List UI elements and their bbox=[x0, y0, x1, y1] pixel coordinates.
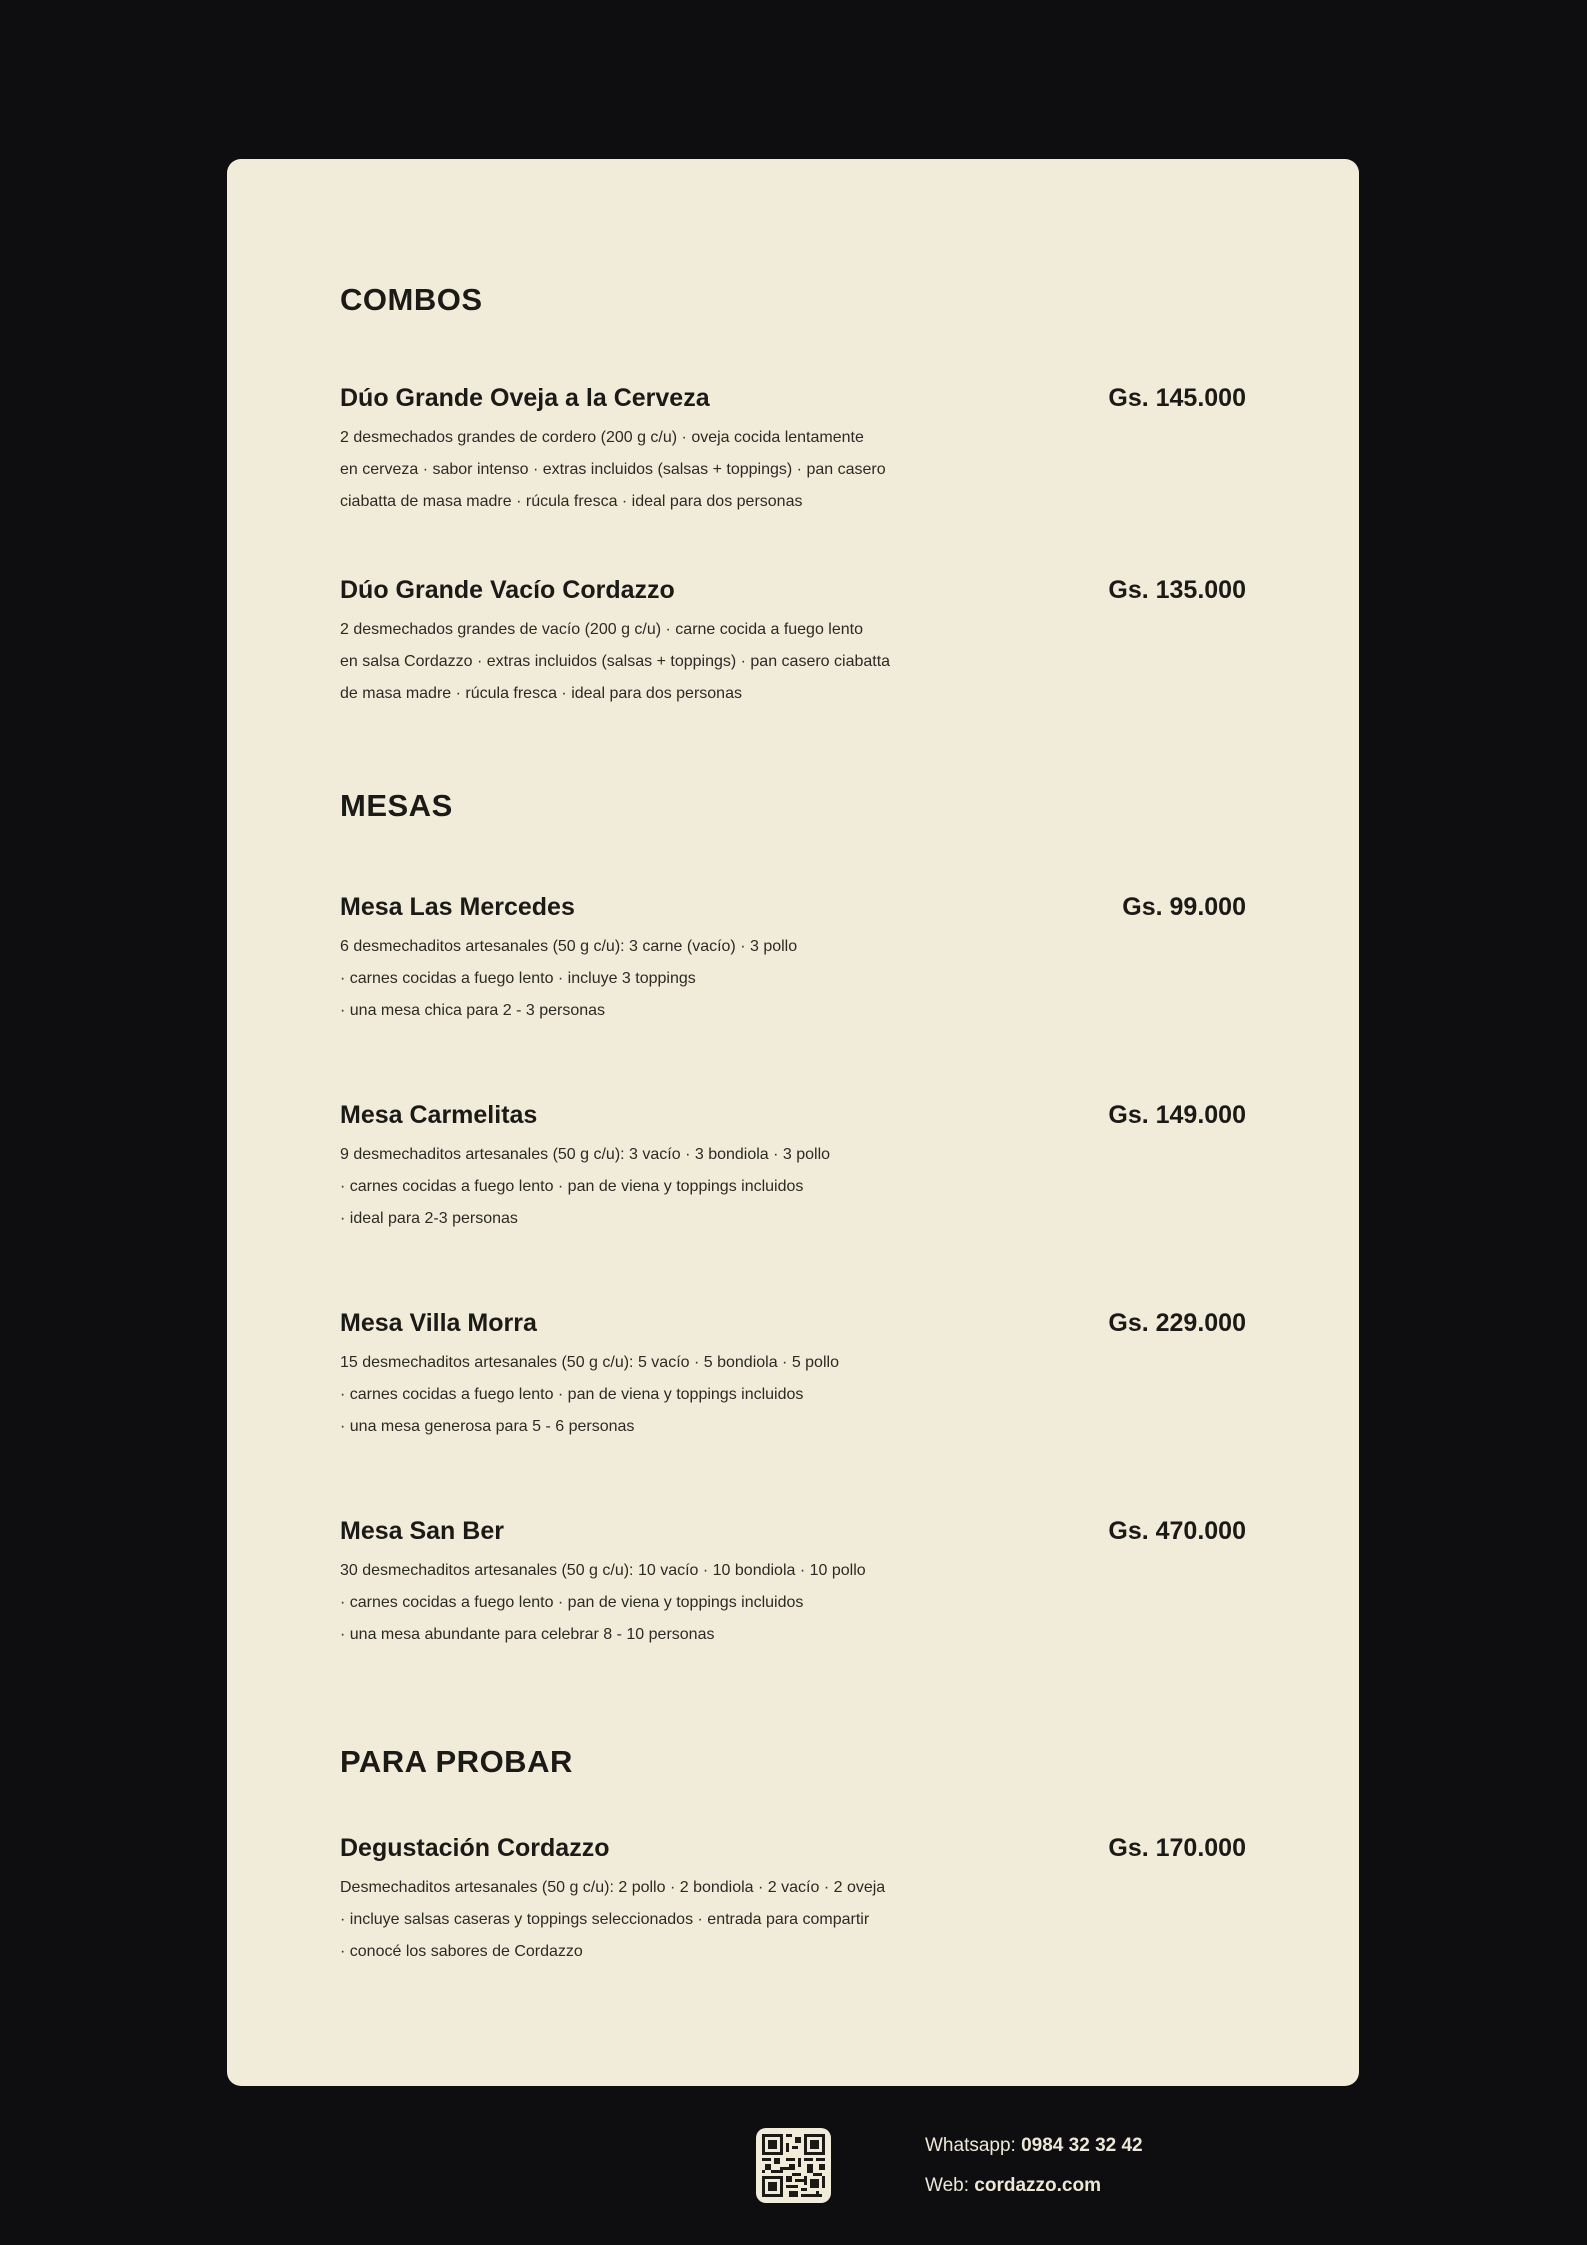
desc-line: · conocé los sabores de Cordazzo bbox=[340, 1943, 583, 1960]
desc-line: 9 desmechaditos artesanales (50 g c/u): 3 vacío · 3 bondiola · 3 pollo bbox=[340, 1146, 831, 1163]
desc-line: · incluye salsas caseras y toppings seleccionados · entrada para compartir bbox=[340, 1911, 870, 1928]
item-name: Dúo Grande Vacío Cordazzo bbox=[340, 575, 675, 604]
item-name: Mesa San Ber bbox=[340, 1516, 504, 1545]
item-description bbox=[340, 614, 1246, 710]
desc-line: · carnes cocidas a fuego lento · incluye 3 toppings bbox=[340, 970, 696, 987]
desc-line: 2 desmechados grandes de vacío (200 g c/u) · carne cocida a fuego lento bbox=[340, 621, 863, 638]
desc-line: · carnes cocidas a fuego lento · pan de viena y toppings incluidos bbox=[340, 1386, 804, 1403]
section-title-mesas: MESAS bbox=[340, 788, 453, 823]
desc-line: Desmechaditos artesanales (50 g c/u): 2 pollo · 2 bondiola · 2 vacío · 2 oveja bbox=[340, 1879, 886, 1896]
item-price: Gs. 470.000 bbox=[1108, 1516, 1246, 1545]
menu-item bbox=[340, 383, 1246, 518]
whatsapp-label: Whatsapp: bbox=[925, 2135, 1016, 2156]
whatsapp-contact[interactable] bbox=[925, 2134, 1143, 2158]
item-description bbox=[340, 931, 1246, 1027]
item-description bbox=[340, 1347, 1246, 1443]
item-price: Gs. 145.000 bbox=[1108, 383, 1246, 412]
desc-line: · ideal para 2-3 personas bbox=[340, 1210, 518, 1227]
menu-item bbox=[340, 1833, 1246, 1968]
item-name: Dúo Grande Oveja a la Cerveza bbox=[340, 383, 710, 412]
desc-line: · una mesa abundante para celebrar 8 - 10 personas bbox=[340, 1626, 715, 1643]
desc-line: 6 desmechaditos artesanales (50 g c/u): 3 carne (vacío) · 3 pollo bbox=[340, 938, 798, 955]
section-title-para-probar: PARA PROBAR bbox=[340, 1744, 573, 1779]
menu-item bbox=[340, 892, 1246, 1027]
desc-line: · carnes cocidas a fuego lento · pan de viena y toppings incluidos bbox=[340, 1594, 804, 1611]
item-description bbox=[340, 1872, 1246, 1968]
item-description bbox=[340, 422, 1246, 518]
item-name: Mesa Las Mercedes bbox=[340, 892, 575, 921]
desc-line: · una mesa chica para 2 - 3 personas bbox=[340, 1002, 606, 1019]
desc-line: · carnes cocidas a fuego lento · pan de viena y toppings incluidos bbox=[340, 1178, 804, 1195]
desc-line: en salsa Cordazzo · extras incluidos (salsas + toppings) · pan casero ciabatta bbox=[340, 653, 891, 670]
desc-line: 30 desmechaditos artesanales (50 g c/u): 10 vacío · 10 bondiola · 10 pollo bbox=[340, 1562, 866, 1579]
web-contact[interactable] bbox=[925, 2174, 1101, 2198]
web-label: Web: bbox=[925, 2175, 970, 2196]
item-price: Gs. 135.000 bbox=[1108, 575, 1246, 604]
menu-item bbox=[340, 1100, 1246, 1235]
menu-card bbox=[227, 159, 1359, 2086]
item-name: Mesa Villa Morra bbox=[340, 1308, 537, 1337]
whatsapp-number[interactable]: 0984 32 32 42 bbox=[1021, 2135, 1143, 2156]
menu-item bbox=[340, 1516, 1246, 1651]
web-link[interactable]: cordazzo.com bbox=[974, 2175, 1101, 2196]
item-name: Degustación Cordazzo bbox=[340, 1833, 610, 1862]
desc-line: 2 desmechados grandes de cordero (200 g c/u) · oveja cocida lentamente bbox=[340, 429, 864, 446]
menu-item bbox=[340, 575, 1246, 710]
section-title-combos: COMBOS bbox=[340, 282, 483, 317]
qr-code-icon bbox=[762, 2134, 825, 2197]
qr-code[interactable] bbox=[756, 2128, 831, 2203]
item-price: Gs. 229.000 bbox=[1108, 1308, 1246, 1337]
desc-line: de masa madre · rúcula fresca · ideal para dos personas bbox=[340, 685, 742, 702]
item-description bbox=[340, 1555, 1246, 1651]
item-description bbox=[340, 1139, 1246, 1235]
desc-line: en cerveza · sabor intenso · extras incluidos (salsas + toppings) · pan casero bbox=[340, 461, 886, 478]
item-price: Gs. 149.000 bbox=[1108, 1100, 1246, 1129]
desc-line: 15 desmechaditos artesanales (50 g c/u): 5 vacío · 5 bondiola · 5 pollo bbox=[340, 1354, 839, 1371]
menu-item bbox=[340, 1308, 1246, 1443]
item-name: Mesa Carmelitas bbox=[340, 1100, 538, 1129]
item-price: Gs. 99.000 bbox=[1122, 892, 1246, 921]
desc-line: ciabatta de masa madre · rúcula fresca · ideal para dos personas bbox=[340, 493, 803, 510]
desc-line: · una mesa generosa para 5 - 6 personas bbox=[340, 1418, 635, 1435]
item-price: Gs. 170.000 bbox=[1108, 1833, 1246, 1862]
